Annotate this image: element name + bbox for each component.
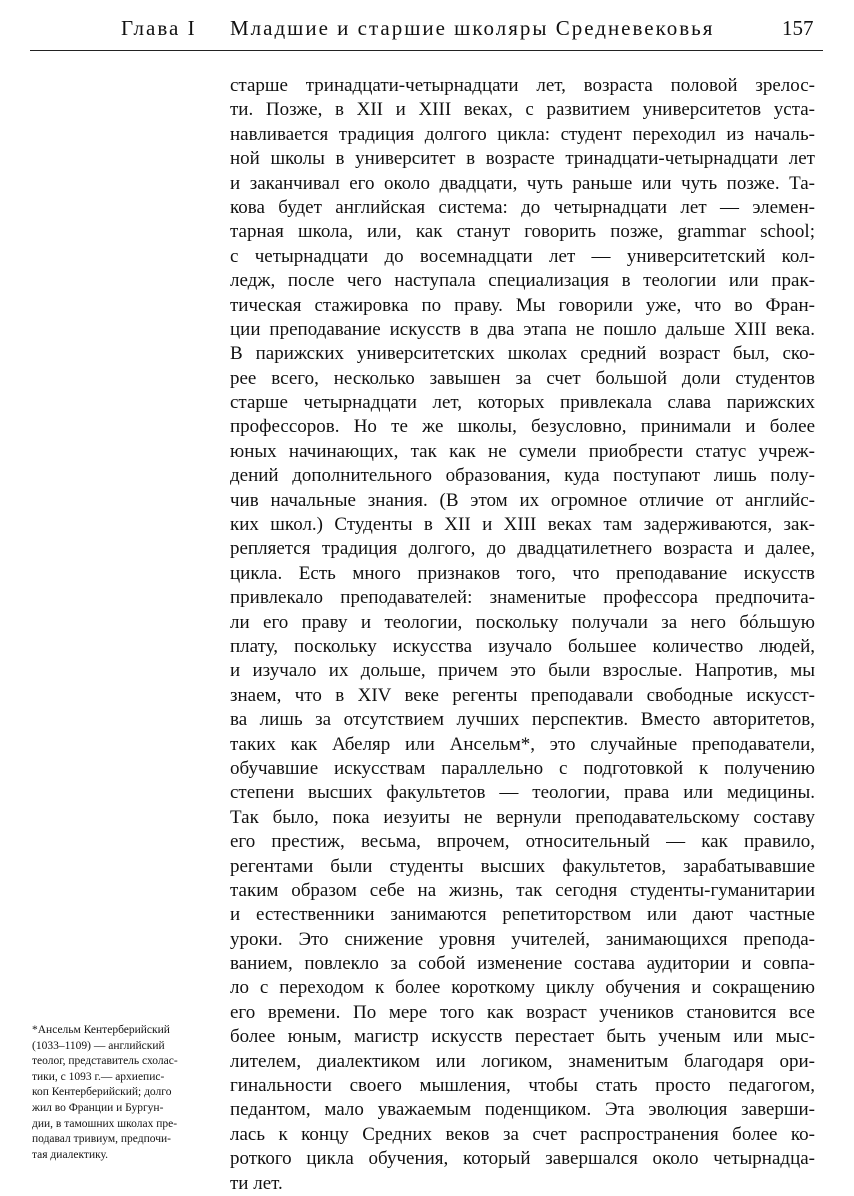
chapter-title: Младшие и старшие школяры Средневековья <box>230 16 715 40</box>
text-line: тическая стажировка по праву. Мы говорили уже, что во Фран- <box>230 294 815 316</box>
text-line: и естественники занимаются репетиторством или дают частные <box>230 904 815 926</box>
text-line: лась к концу Средних веков за счет распространения более ко- <box>230 1123 815 1145</box>
main-text <box>230 74 815 1196</box>
text-line: ледж, после чего наступала специализация в теологии или прак- <box>230 270 815 292</box>
text-line: регентами были студенты высших факультетов, зарабатывавшие <box>230 855 815 877</box>
text-line: обучавшие искусствам параллельно с подготовкой к получению <box>230 757 815 779</box>
footnote <box>32 1023 202 1163</box>
footnote-line: тая диалектику. <box>32 1148 109 1161</box>
chapter-label: Глава I <box>121 16 197 40</box>
text-line: лителем, диалектиком или логиком, знаменитым благодаря ори- <box>230 1050 815 1072</box>
text-line: ванием, повлекло за собой изменение состава аудитории и совпа- <box>230 953 815 975</box>
text-line: навливается традиция долгого цикла: студент переходил из началь- <box>230 123 815 145</box>
text-line: репляется традиция долгого, до двадцатилетнего возраста и далее, <box>230 538 815 560</box>
text-line: цикла. Есть много признаков того, что преподавание искусств <box>230 562 815 584</box>
text-line: тарная школа, или, как станут говорить позже, grammar school; <box>230 221 815 243</box>
text-line: ной школы в университет в возрасте тринадцати-четырнадцати лет <box>230 148 815 170</box>
text-line: его времени. По мере того как возраст учеников становится все <box>230 1001 815 1023</box>
text-line: и изучало их дольше, причем это были взрослые. Напротив, мы <box>230 660 815 682</box>
header-rule <box>30 50 823 51</box>
text-line: ти лет. <box>230 1172 283 1194</box>
text-line: привлекало преподавателей: знаменитые профессора предпочита- <box>230 587 815 609</box>
footnote-line: жил во Франции и Бургун- <box>32 1101 164 1114</box>
text-line: В парижских университетских школах средний возраст был, ско- <box>230 343 815 365</box>
text-line: уроки. Это снижение уровня учителей, занимающихся препода- <box>230 928 815 950</box>
text-line: гинальности своего мышления, чтобы стать просто педагогом, <box>230 1075 815 1097</box>
text-line: степени высших факультетов — теологии, права или медицины. <box>230 782 815 804</box>
running-head <box>0 16 854 46</box>
text-line: ти. Позже, в XII и XIII веках, с развитием университетов уста- <box>230 99 815 121</box>
text-line: ли его праву и теологии, поскольку получали за него бóльшую <box>230 611 815 633</box>
text-line: и заканчивал его около двадцати, чуть раньше или чуть позже. Та- <box>230 172 815 194</box>
text-line: знаем, что в XIV веке регенты преподавали свободные искусст- <box>230 684 815 706</box>
text-line: ких школ.) Студенты в XII и XIII веках там задерживаются, зак- <box>230 514 815 536</box>
footnote-line: теолог, представитель схолас- <box>32 1055 178 1068</box>
text-line: таким образом себе на жизнь, так сегодня студенты-гуманитарии <box>230 879 815 901</box>
text-line: дений дополнительного образования, куда поступают лишь полу- <box>230 465 815 487</box>
text-line: таких как Абеляр или Ансельм*, это случайные преподаватели, <box>230 733 815 755</box>
footnote-line: *Ансельм Кентерберийский <box>32 1024 170 1036</box>
text-line: роткого цикла обучения, который завершался около четырнадца- <box>230 1148 815 1170</box>
text-line: старше тринадцати-четырнадцати лет, возраста половой зрелос- <box>230 75 815 96</box>
footnote-line: подавал тривиум, предпочи- <box>32 1133 171 1146</box>
text-line: юных начинающих, так как не сумели приобрести статус учреж- <box>230 440 815 462</box>
text-line: ло с переходом к более короткому циклу обучения и сокращению <box>230 977 815 999</box>
page-number: 157 <box>782 16 814 40</box>
footnote-line: тики, с 1093 г.— архиепис- <box>32 1070 165 1083</box>
text-line: педантом, мало уважаемым поденщиком. Эта эволюция заверши- <box>230 1099 815 1121</box>
text-line: Так было, пока иезуиты не вернули преподавательскому составу <box>230 806 815 828</box>
text-line: чив начальные знания. (В этом их огромное отличие от английс- <box>230 489 815 511</box>
text-line: профессоров. Но те же школы, безусловно, принимали и более <box>230 416 815 438</box>
text-line: ции преподавание искусств в два этапа не пошло дальше XIII века. <box>230 318 815 340</box>
text-line: с четырнадцати до восемнадцати лет — университетский кол- <box>230 245 815 267</box>
text-line: плату, поскольку искусства изучало большее количество людей, <box>230 635 815 657</box>
footnote-line: коп Кентерберийский; долго <box>32 1086 172 1099</box>
text-line: кова будет английская система: до четырнадцати лет — элемен- <box>230 196 815 218</box>
text-line: более юным, магистр искусств перестает быть ученым или мыс- <box>230 1026 815 1048</box>
footnote-line: дии, в тамошних школах пре- <box>32 1117 178 1130</box>
text-line: ва лишь за отсутствием лучших перспектив. Вместо авторитетов, <box>230 709 815 731</box>
footnote-line: (1033–1109) — английский <box>32 1039 165 1052</box>
text-line: старше четырнадцати лет, которых привлекала слава парижских <box>230 392 815 414</box>
text-line: рее всего, несколько завышен за счет большой доли студентов <box>230 367 815 389</box>
text-line: его престиж, весьма, впрочем, относительный — как правило, <box>230 831 815 853</box>
